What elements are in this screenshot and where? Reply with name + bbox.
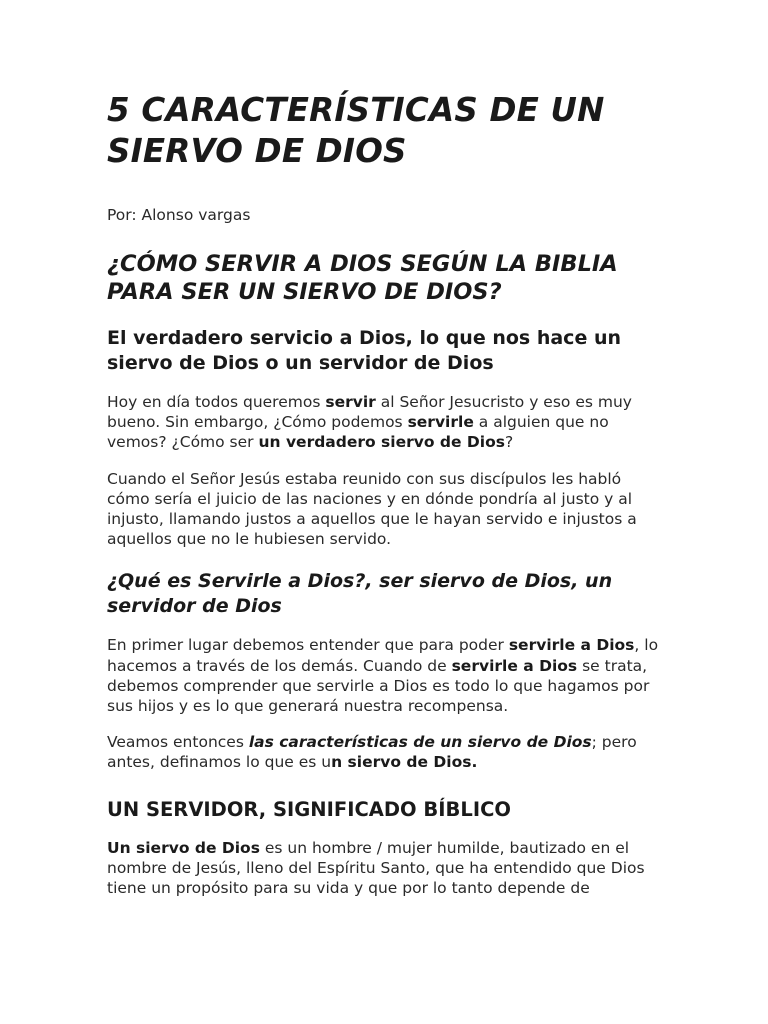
paragraph-un-siervo-de-dios xyxy=(107,838,667,899)
paragraph-en-primer-lugar xyxy=(107,635,667,716)
text-run: , lo hacemos a través de los demás. Cuando de xyxy=(107,636,659,675)
bold-text: servirle a Dios xyxy=(508,636,635,655)
subheading-verdadero-servicio: El verdadero servicio a Dios, lo que nos hace un siervo de Dios o un servidor de Dios xyxy=(107,327,621,374)
bold-text: servirle a Dios xyxy=(451,656,578,675)
paragraph-hoy-en-dia xyxy=(107,392,667,453)
text-run: ? xyxy=(504,433,514,452)
text-run: Veamos entonces xyxy=(107,733,249,752)
bold-text: un verdadero siervo de Dios xyxy=(258,433,505,452)
bold-text: Un siervo de Dios xyxy=(107,838,260,857)
bold-text: servirle xyxy=(407,413,474,432)
subheading-que-es-servirle: ¿Qué es Servirle a Dios?, ser siervo de Dios, un servidor de Dios xyxy=(107,570,613,618)
bold-text: n siervo de Dios. xyxy=(331,753,478,772)
document-title: 5 CARACTERÍSTICAS DE UN SIERVO DE DIOS xyxy=(107,91,605,170)
text-run: es un hombre / mujer humilde, bautizado en el nombre de Jesús, lleno del Espíritu Santo, que ha entendido que Dios tiene un propósito para su vida y que por lo tanto depende de xyxy=(107,838,645,898)
paragraph-veamos-entonces xyxy=(107,732,667,772)
text-run: En primer lugar debemos entender que para poder xyxy=(107,636,509,655)
text-run: ; pero antes, definamos lo que es u xyxy=(107,733,637,772)
text-run: Hoy en día todos queremos xyxy=(107,393,326,411)
section-heading-un-servidor: UN SERVIDOR, SIGNIFICADO BÍBLICO xyxy=(107,797,511,821)
text-run: al Señor Jesucristo y eso es muy bueno. Sin embargo, ¿Cómo podemos xyxy=(107,393,632,432)
paragraph-cuando-el-senor: Cuando el Señor Jesús estaba reunido con sus discípulos les habló cómo sería el juicio de las naciones y en dónde pondría al justo y al injusto, llamando justos a aquellos que le hayan servido e injustos a aquellos que no le hubiesen servido. xyxy=(107,469,637,549)
text-run: se trata, debemos comprender que servirle a Dios es todo lo que hagamos por sus hijos y es lo que generará nuestra recompensa. xyxy=(107,656,650,716)
section-heading-como-servir: ¿CÓMO SERVIR A DIOS SEGÚN LA BIBLIA PARA SER UN SIERVO DE DIOS? xyxy=(107,251,618,305)
text-run: a alguien que no vemos? ¿Cómo ser xyxy=(107,413,609,452)
bold-text: servir xyxy=(325,393,376,411)
bold-italic-text: las características de un siervo de Dios xyxy=(248,733,592,752)
author-byline: Por: Alonso vargas xyxy=(107,206,251,224)
document-page xyxy=(107,90,667,898)
